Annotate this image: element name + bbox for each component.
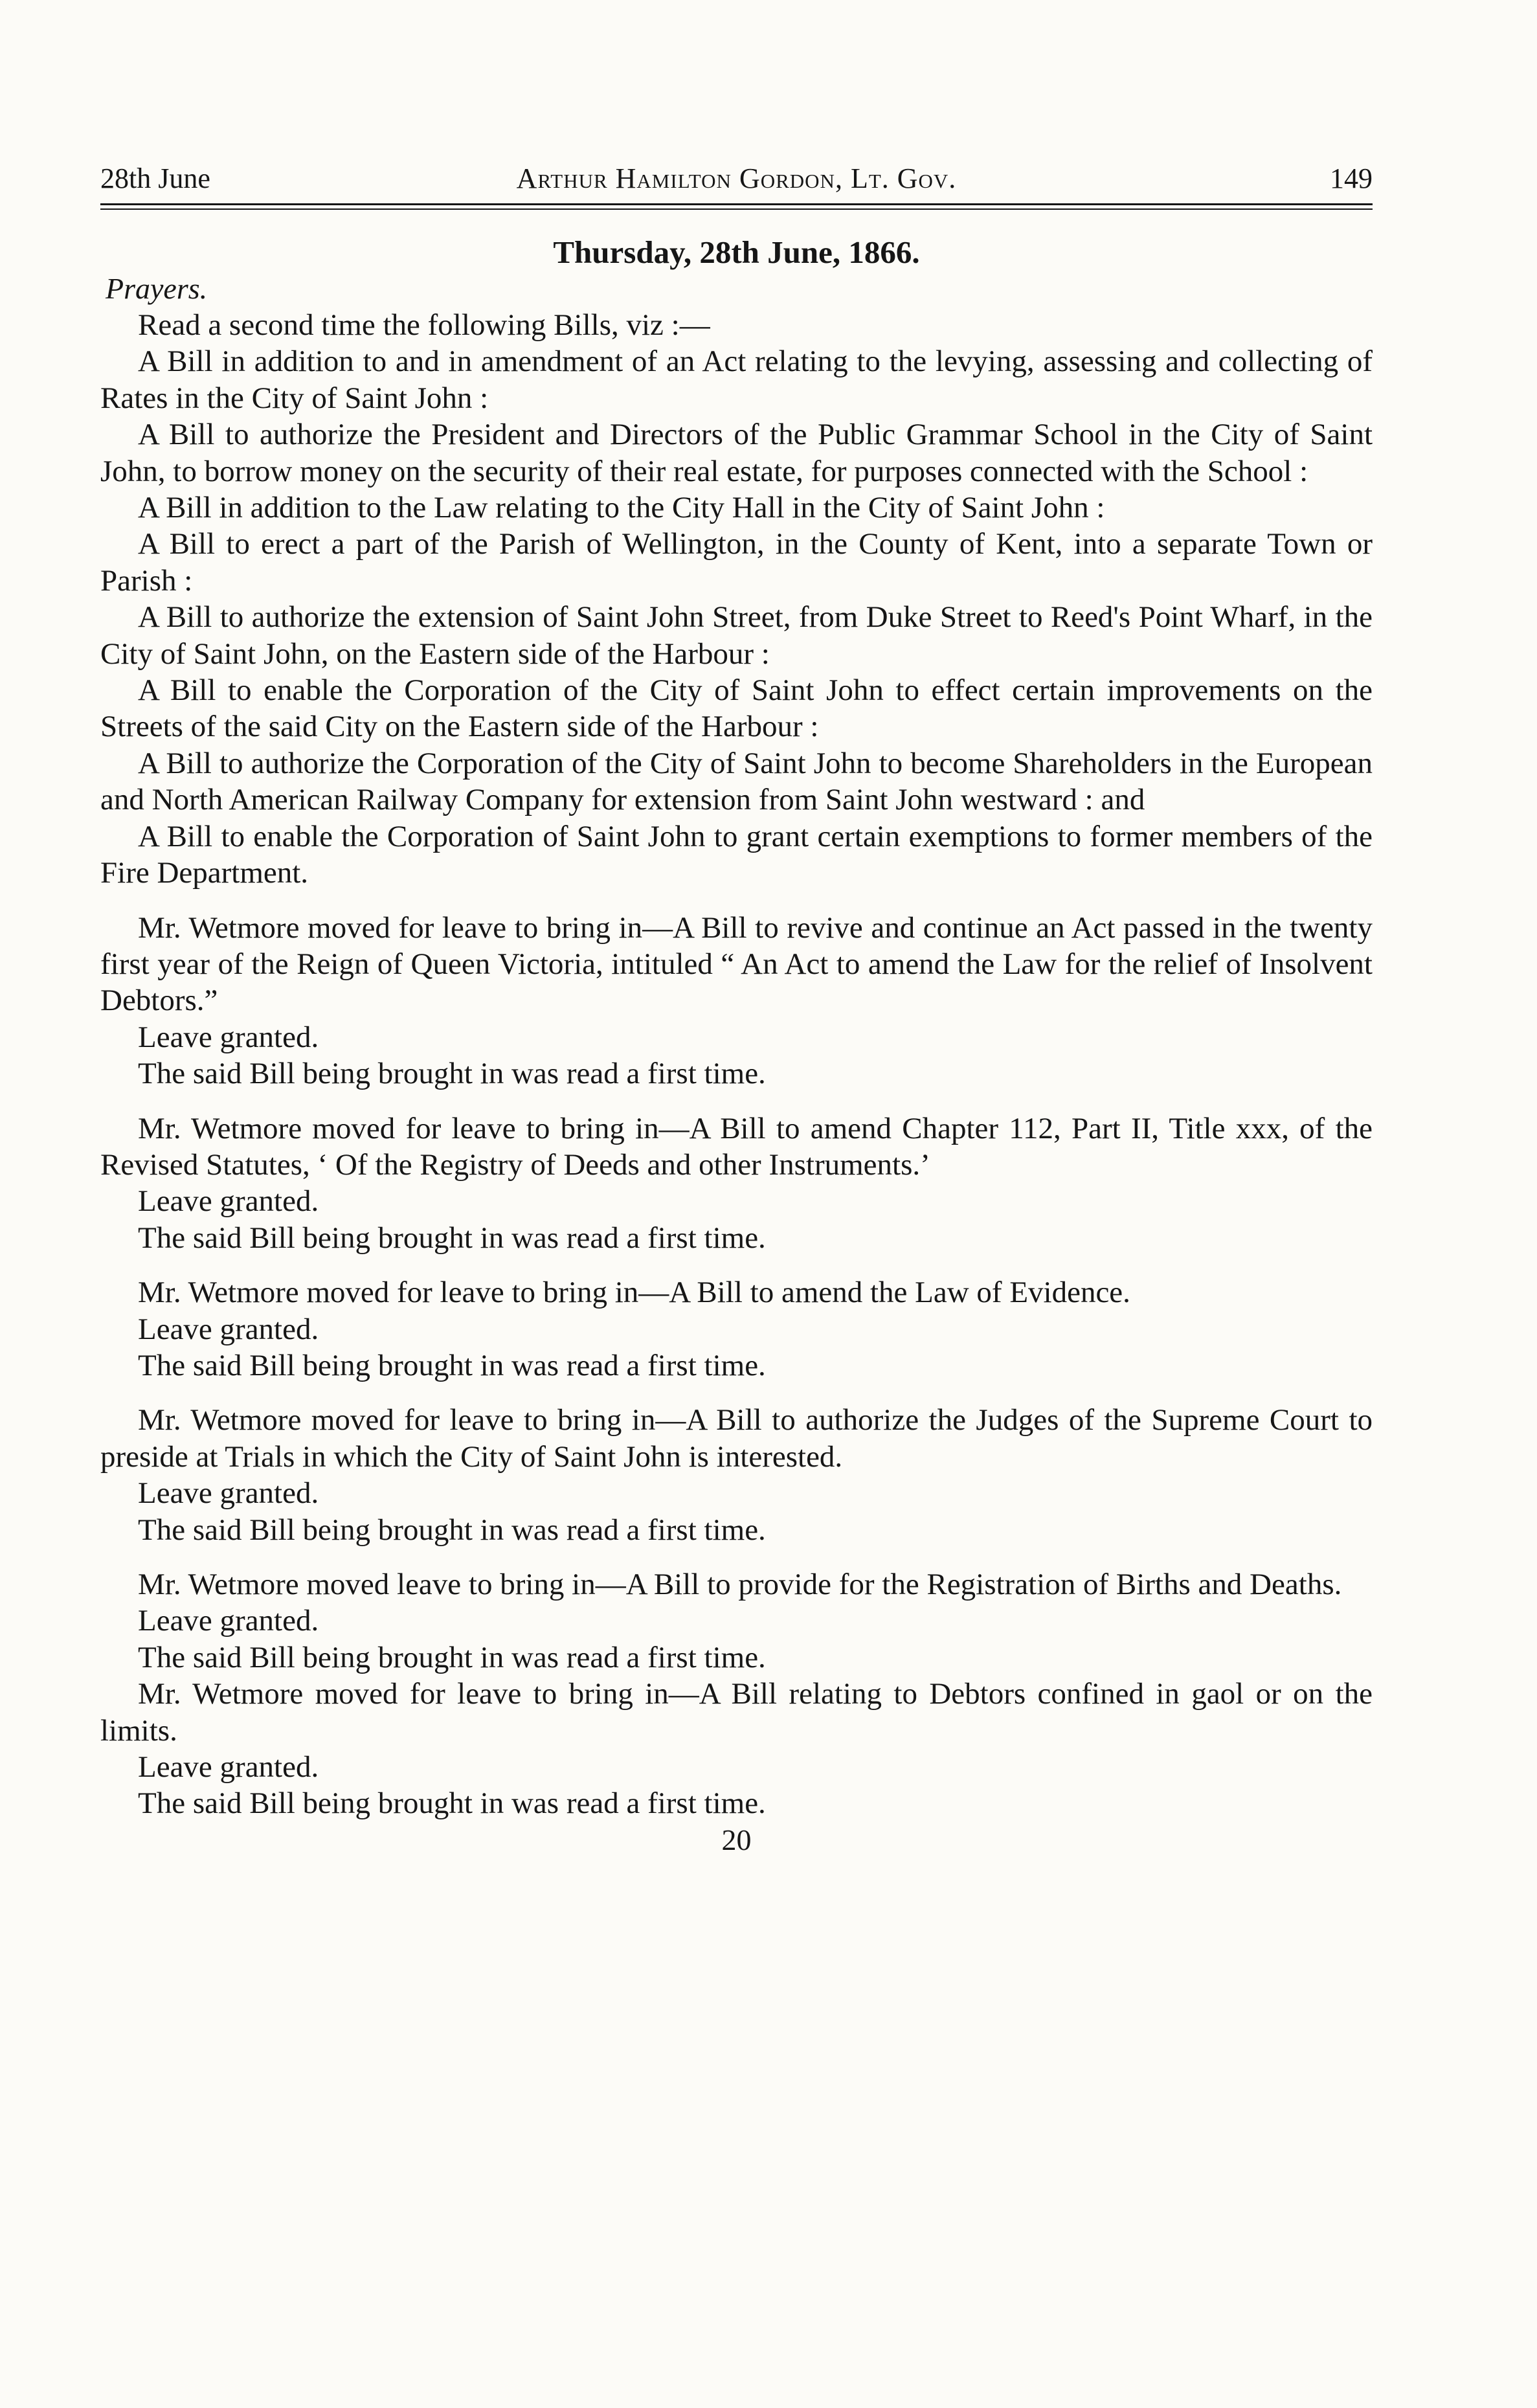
paragraph: A Bill to authorize the Corporation of the City of Saint John to become Shareholders in the European and North American Railway Company for extension from Saint John westward : and	[100, 746, 1373, 817]
paragraph: A Bill to erect a part of the Parish of Wellington, in the County of Kent, into a separate Town or Parish :	[100, 527, 1373, 598]
paragraph: A Bill to authorize the extension of Saint John Street, from Duke Street to Reed's Point Wharf, in the City of Saint John, on the Eastern side of the Harbour :	[100, 600, 1373, 671]
paragraph: Mr. Wetmore moved for leave to bring in—A Bill to amend Chapter 112, Part II, Title xxx, of the Revised Statutes, ‘ Of the Registry of Deeds and other Instruments.’	[100, 1111, 1373, 1182]
header-title: Arthur Hamilton Gordon, Lt. Gov.	[516, 163, 957, 194]
paragraph: The said Bill being brought in was read a first time.	[138, 1513, 766, 1547]
date-heading: Thursday, 28th June, 1866.	[553, 234, 920, 270]
header-rule	[100, 203, 1373, 210]
header-date: 28th June	[100, 163, 210, 194]
paragraph: Leave granted.	[138, 1750, 319, 1784]
paragraph: The said Bill being brought in was read a first time.	[138, 1348, 766, 1382]
page-number: 149	[1330, 163, 1373, 194]
paragraph: Mr. Wetmore moved for leave to bring in—A Bill to revive and continue an Act passed in the twenty first year of the Reign of Queen Victoria, intituled “ An Act to amend the Law for the relief of Insolvent Debtors.”	[100, 910, 1373, 1018]
paragraph: Mr. Wetmore moved for leave to bring in—A Bill to amend the Law of Evidence.	[138, 1276, 1130, 1310]
running-head	[100, 155, 1373, 202]
journal-page	[100, 155, 1373, 1858]
paragraph: The said Bill being brought in was read a first time.	[138, 1640, 766, 1674]
paragraph: Mr. Wetmore moved leave to bring in—A Bill to provide for the Registration of Births and Deaths.	[138, 1568, 1342, 1601]
paragraph: Leave granted.	[138, 1020, 319, 1054]
paragraph: A Bill in addition to and in amendment of an Act relating to the levying, assessing and collecting of Rates in the City of Saint John :	[100, 344, 1373, 415]
signature-mark: 20	[721, 1823, 752, 1856]
paragraph: A Bill to enable the Corporation of the City of Saint John to effect certain improvements on the Streets of the said City on the Eastern side of the Harbour :	[100, 673, 1373, 744]
paragraph: A Bill to authorize the President and Directors of the Public Grammar School in the City of Saint John, to borrow money on the security of their real estate, for purposes connected with the School :	[100, 418, 1373, 488]
paragraph: The said Bill being brought in was read a first time.	[138, 1786, 766, 1821]
paragraph: The said Bill being brought in was read a first time.	[138, 1057, 766, 1091]
paragraph: Read a second time the following Bills, viz :—	[138, 308, 710, 342]
paragraph: Leave granted.	[138, 1312, 319, 1346]
paragraph: A Bill to enable the Corporation of Saint John to grant certain exemptions to former members of the Fire Department.	[100, 819, 1373, 890]
paragraph: Leave granted.	[138, 1604, 319, 1638]
paragraph: Leave granted.	[138, 1184, 319, 1219]
paragraph: The said Bill being brought in was read a first time.	[138, 1221, 766, 1255]
journal-body	[100, 307, 1373, 1822]
paragraph: Leave granted.	[138, 1476, 319, 1511]
paragraph: A Bill in addition to the Law relating to the City Hall in the City of Saint John :	[138, 491, 1105, 525]
paragraph: Mr. Wetmore moved for leave to bring in—A Bill to authorize the Judges of the Supreme Court to preside at Trials in which the City of Saint John is interested.	[100, 1403, 1373, 1474]
paragraph: Mr. Wetmore moved for leave to bring in—A Bill relating to Debtors confined in gaol or on the limits.	[100, 1677, 1373, 1748]
prayers-label: Prayers.	[106, 272, 208, 305]
